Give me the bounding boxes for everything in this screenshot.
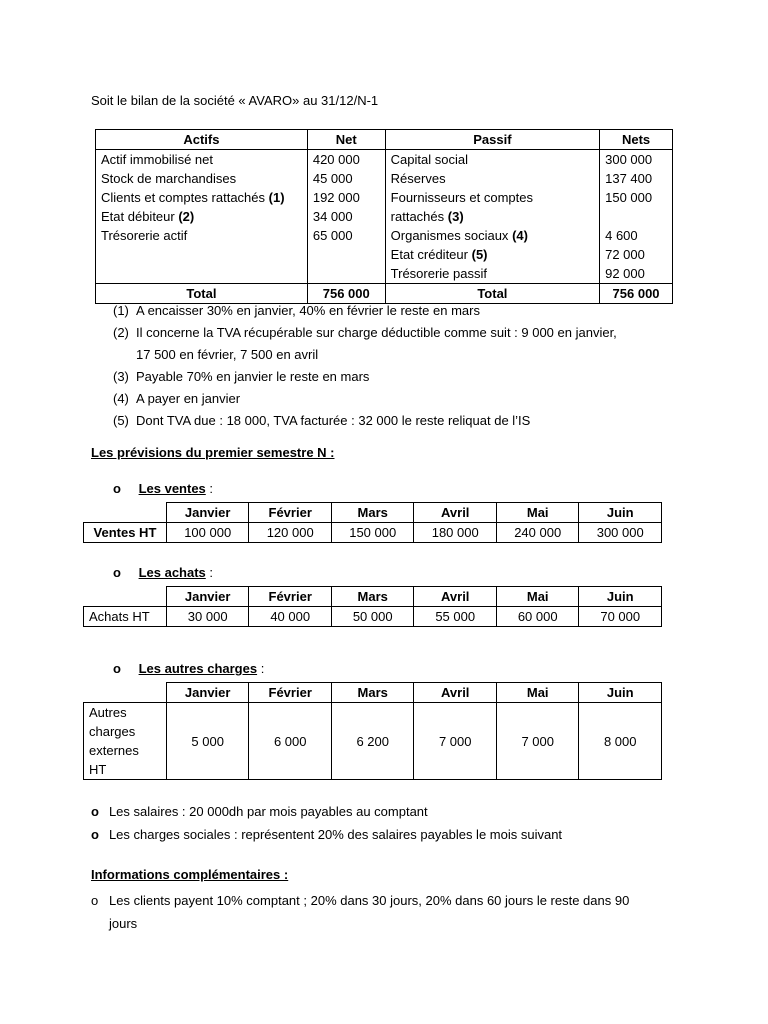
row-label: Ventes HT: [84, 523, 167, 543]
actifs-values: [307, 150, 385, 284]
month-header: Mai: [496, 503, 578, 523]
passif-value: 150 000: [605, 190, 653, 205]
month-header: Juin: [579, 503, 662, 523]
passif-value: 92 000: [605, 266, 645, 281]
note-item: (4) A payer en janvier: [113, 391, 241, 406]
actifs-labels: [96, 150, 308, 284]
cell-value: 240 000: [496, 523, 578, 543]
cell-value: 5 000: [166, 703, 249, 780]
month-header: Février: [249, 503, 332, 523]
note-item: (2) Il concerne la TVA récupérable sur charge déductible comme suit : 9 000 en janvier, 17 500 en février, 7 500 en avril: [113, 325, 617, 362]
cell-value: 300 000: [579, 523, 662, 543]
bullet-icon: o: [113, 565, 121, 580]
previsions-title: Les prévisions du premier semestre N :: [91, 445, 335, 460]
passif-value: 72 000: [605, 247, 645, 262]
note-item: (3) Payable 70% en janvier le reste en mars: [113, 369, 370, 384]
cell-value: 30 000: [166, 607, 249, 627]
actif-label: Actif immobilisé net: [101, 152, 213, 167]
month-header: Janvier: [166, 503, 249, 523]
cell-value: 40 000: [249, 607, 332, 627]
passif-label: Trésorerie passif: [390, 266, 487, 281]
month-header: Mars: [331, 683, 414, 703]
month-header: Avril: [414, 587, 497, 607]
total-passif-value: 756 000: [600, 284, 673, 304]
bilan-table: [95, 129, 673, 304]
month-header: Mars: [331, 587, 414, 607]
month-header: Mai: [496, 587, 578, 607]
bullet-icon: o: [91, 893, 99, 908]
achats-heading: o Les achats :: [113, 565, 214, 580]
achats-table: [83, 586, 662, 627]
passif-label: Etat créditeur (5): [390, 247, 488, 262]
autres-heading: o Les autres charges :: [113, 661, 265, 676]
passif-label: Organismes sociaux (4): [390, 228, 528, 243]
bullet-icon: o: [91, 804, 99, 819]
header-actifs: Actifs: [96, 130, 308, 150]
passif-value: [605, 207, 667, 226]
month-header: Mars: [331, 503, 414, 523]
row-label: Achats HT: [84, 607, 167, 627]
cell-value: 8 000: [579, 703, 662, 780]
achats-title: Les achats: [138, 565, 206, 580]
ventes-heading: o Les ventes :: [113, 481, 214, 496]
intro-text: Soit le bilan de la société « AVARO» au 31/12/N-1: [91, 93, 379, 108]
month-header: Avril: [414, 683, 497, 703]
info-bullets: [91, 889, 711, 935]
month-header: Avril: [414, 503, 497, 523]
bullet-icon: o: [91, 827, 99, 842]
actif-value: 34 000: [312, 209, 353, 224]
ventes-title: Les ventes: [138, 481, 206, 496]
passif-labels: [385, 150, 599, 284]
passif-label: Réserves: [390, 171, 446, 186]
actif-value: 192 000: [312, 190, 360, 205]
passif-value: 137 400: [605, 171, 653, 186]
cell-value: 50 000: [331, 607, 414, 627]
cell-value: 70 000: [579, 607, 662, 627]
actif-value: 45 000: [312, 171, 353, 186]
header-passif: Passif: [385, 130, 599, 150]
cell-value: 6 000: [249, 703, 332, 780]
bilan-header-row: [96, 130, 673, 150]
actif-label: Etat débiteur (2): [101, 209, 195, 224]
cell-value: 100 000: [166, 523, 249, 543]
cell-value: 7 000: [496, 703, 578, 780]
bullet-item: o Les salaires : 20 000dh par mois payables au comptant: [91, 804, 428, 819]
cell-value: 60 000: [496, 607, 578, 627]
actif-value: 65 000: [312, 228, 353, 243]
month-header: Juin: [579, 683, 662, 703]
total-passif-label: Total: [385, 284, 599, 304]
row-label: Autres charges externes HT: [84, 703, 167, 780]
autres-title: Les autres charges: [138, 661, 258, 676]
notes-list: [113, 300, 713, 432]
autres-table: [83, 682, 662, 780]
bullet-icon: o: [113, 481, 121, 496]
note-item: (1) A encaisser 30% en janvier, 40% en février le reste en mars: [113, 303, 480, 318]
total-actif-label: Total: [96, 284, 308, 304]
cell-value: 55 000: [414, 607, 497, 627]
ventes-table: [83, 502, 662, 543]
total-actif-value: 756 000: [307, 284, 385, 304]
month-header: Janvier: [166, 683, 249, 703]
passif-label: Fournisseurs et comptes: [390, 190, 533, 205]
month-header: Février: [249, 683, 332, 703]
bilan-body-row: [96, 150, 673, 284]
actif-value: 420 000: [312, 152, 360, 167]
bullet-item: o Les clients payent 10% comptant ; 20% dans 30 jours, 20% dans 60 jours le reste dans 90 jours: [91, 889, 711, 935]
bullet-icon: o: [113, 661, 121, 676]
passif-label: rattachés (3): [390, 209, 464, 224]
month-header: Juin: [579, 587, 662, 607]
info-title: Informations complémentaires :: [91, 867, 289, 882]
passif-values: [600, 150, 673, 284]
header-nets: Nets: [600, 130, 673, 150]
month-header: Janvier: [166, 587, 249, 607]
cell-value: 120 000: [249, 523, 332, 543]
cell-value: 7 000: [414, 703, 497, 780]
passif-value: 4 600: [605, 228, 638, 243]
cell-value: 150 000: [331, 523, 414, 543]
cell-value: 180 000: [414, 523, 497, 543]
month-header: Février: [249, 587, 332, 607]
note-item: (5) Dont TVA due : 18 000, TVA facturée : 32 000 le reste reliquat de l’IS: [113, 413, 531, 428]
passif-label: Capital social: [390, 152, 468, 167]
bullet-item: o Les charges sociales : représentent 20% des salaires payables le mois suivant: [91, 827, 563, 842]
passif-value: 300 000: [605, 152, 653, 167]
extra-bullets: [91, 800, 691, 846]
cell-value: 6 200: [331, 703, 414, 780]
actif-label: Clients et comptes rattachés (1): [101, 190, 285, 205]
actif-label: Stock de marchandises: [101, 171, 237, 186]
actif-label: Trésorerie actif: [101, 228, 188, 243]
header-net: Net: [307, 130, 385, 150]
month-header: Mai: [496, 683, 578, 703]
